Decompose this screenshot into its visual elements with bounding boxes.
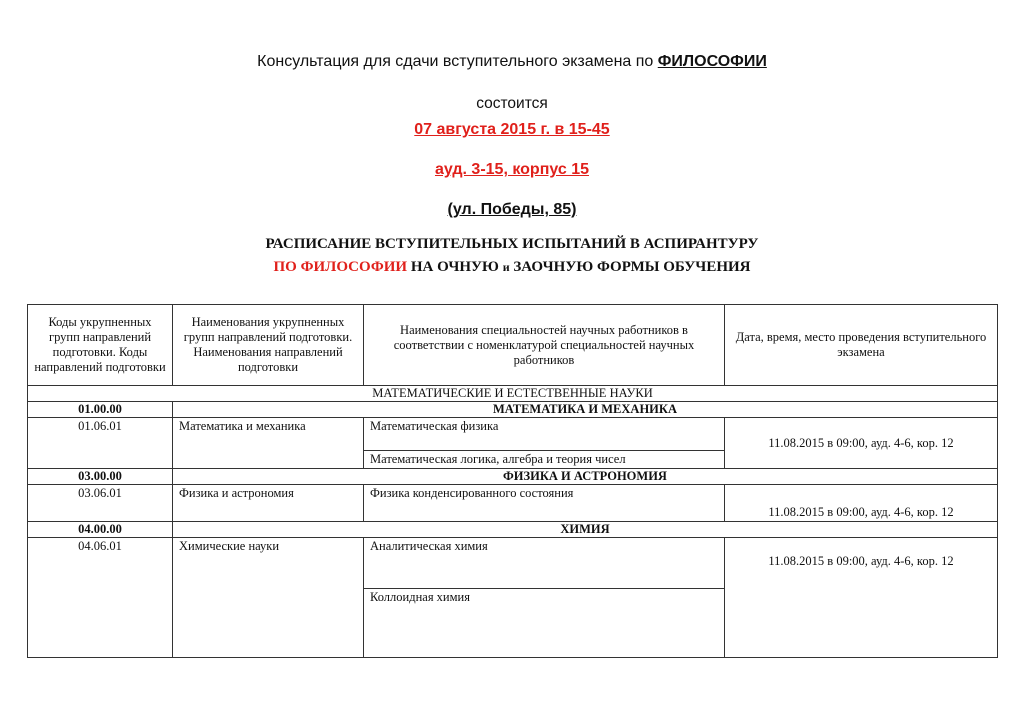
- table-header-row: [28, 305, 998, 386]
- exam-details: 11.08.2015 в 09:00, ауд. 4-6, кор. 12: [725, 418, 998, 469]
- specialty: Аналитическая химия: [364, 538, 725, 589]
- consultation-room: ауд. 3-15, корпус 15: [434, 161, 589, 178]
- direction-name: Математика и механика: [173, 418, 364, 469]
- group-name: ФИЗИКА И АСТРОНОМИЯ: [173, 469, 998, 485]
- consultation-date: 07 августа 2015 г. в 15-45: [414, 121, 610, 138]
- consultation-takes-place: состоится: [476, 95, 548, 112]
- header-codes: Коды укрупненных групп направлений подготовки. Коды направлений подготовки: [28, 305, 173, 386]
- schedule-subtitle-part-b: ЗАОЧНУЮ ФОРМЫ ОБУЧЕНИЯ: [509, 259, 751, 275]
- specialty: Физика конденсированного состояния: [364, 485, 725, 522]
- section-title: МАТЕМАТИЧЕСКИЕ И ЕСТЕСТВЕННЫЕ НАУКИ: [28, 386, 998, 402]
- schedule-subtitle-part-a: НА ОЧНУЮ: [407, 259, 503, 275]
- group-code: 01.00.00: [28, 402, 173, 418]
- direction-code: 03.06.01: [28, 485, 173, 522]
- direction-name: Физика и астрономия: [173, 485, 364, 522]
- group-row: [28, 522, 998, 538]
- schedule-subtitle-conj: и: [502, 260, 510, 274]
- schedule-subtitle: [0, 259, 1024, 276]
- exam-schedule-table: [27, 304, 998, 658]
- consultation-address: (ул. Победы, 85): [447, 201, 577, 218]
- table-row: [28, 538, 998, 589]
- direction-code: 04.06.01: [28, 538, 173, 658]
- group-row: [28, 402, 998, 418]
- exam-details: 11.08.2015 в 09:00, ауд. 4-6, кор. 12: [725, 538, 998, 658]
- group-code: 03.00.00: [28, 469, 173, 485]
- group-row: [28, 469, 998, 485]
- table-row: [28, 485, 998, 522]
- consultation-line: [0, 53, 1024, 71]
- specialty: Математическая физика: [364, 418, 725, 451]
- consultation-subject: ФИЛОСОФИИ: [657, 53, 767, 70]
- header-specialties: Наименования специальностей научных работников в соответствии с номенклатурой специальностей научных работников: [364, 305, 725, 386]
- group-name: МАТЕМАТИКА И МЕХАНИКА: [173, 402, 998, 418]
- consultation-prefix: Консультация для сдачи вступительного экзамена по: [257, 53, 658, 70]
- specialty: Коллоидная химия: [364, 589, 725, 658]
- header-names: Наименования укрупненных групп направлений подготовки. Наименования направлений подготовки: [173, 305, 364, 386]
- exam-details: 11.08.2015 в 09:00, ауд. 4-6, кор. 12: [725, 485, 998, 522]
- direction-name: Химические науки: [173, 538, 364, 658]
- table-row: [28, 418, 998, 451]
- specialty: Математическая логика, алгебра и теория чисел: [364, 451, 725, 469]
- schedule-subtitle-subject: ПО ФИЛОСОФИИ: [273, 259, 408, 275]
- section-row: [28, 386, 998, 402]
- schedule-title: РАСПИСАНИЕ ВСТУПИТЕЛЬНЫХ ИСПЫТАНИЙ В АСПИРАНТУРУ: [265, 236, 759, 252]
- group-code: 04.00.00: [28, 522, 173, 538]
- direction-code: 01.06.01: [28, 418, 173, 469]
- group-name: ХИМИЯ: [173, 522, 998, 538]
- header-exam: Дата, время, место проведения вступительного экзамена: [725, 305, 998, 386]
